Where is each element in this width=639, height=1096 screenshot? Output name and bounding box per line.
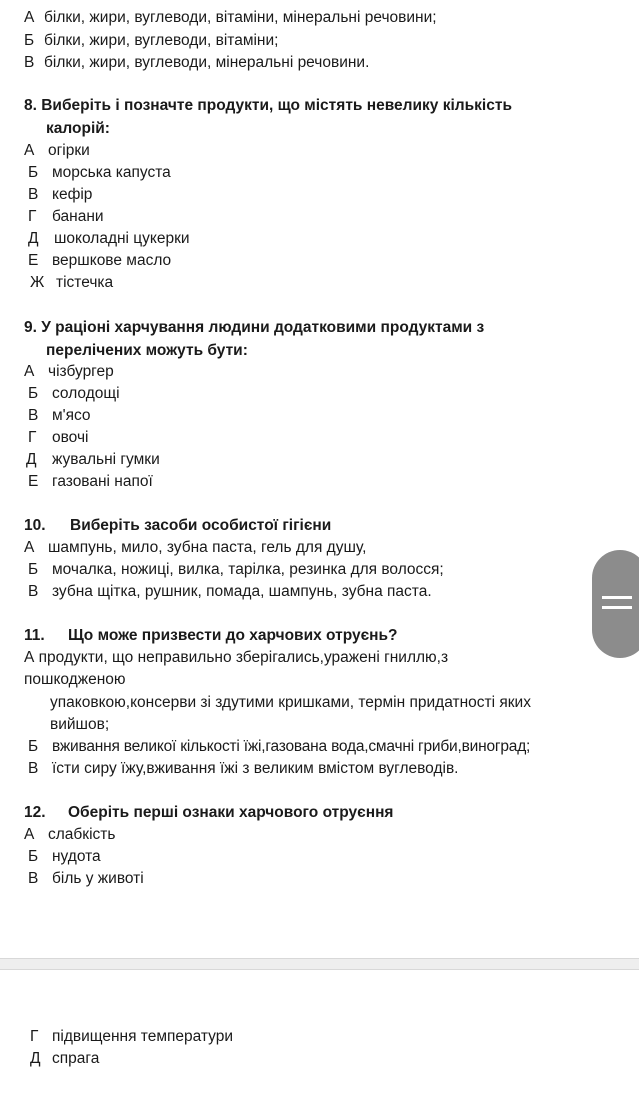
question-9-title-cont: перелічених можуть бути:: [46, 342, 248, 359]
list-item: Г банани: [28, 208, 104, 225]
list-item: Б білки, жири, вуглеводи, вітаміни;: [24, 32, 279, 49]
list-item: Б вживання великої кількості їжі,газована вода,смачні гриби,виноград;: [28, 738, 531, 755]
list-item: А огірки: [24, 142, 90, 159]
list-item: Г підвищення температури: [30, 1028, 234, 1045]
list-item: Г овочі: [28, 429, 89, 446]
list-item: Д спрага: [30, 1050, 100, 1067]
list-item: В білки, жири, вуглеводи, мінеральні речовини.: [24, 54, 370, 71]
drag-lines-icon: [602, 596, 632, 599]
drag-lines-icon: [602, 606, 632, 609]
question-8-title-cont: калорій:: [46, 120, 110, 137]
list-item: В зубна щітка, рушник, помада, шампунь, зубна паста.: [28, 583, 432, 600]
list-item: А чізбургер: [24, 363, 114, 380]
list-item: А шампунь, мило, зубна паста, гель для душу,: [24, 539, 367, 556]
question-11-title: 11. Що може призвести до харчових отруєнь?: [24, 627, 398, 644]
list-item: Б солодощі: [28, 385, 120, 402]
list-item: Д шоколадні цукерки: [28, 230, 190, 247]
list-item: Б морська капуста: [28, 164, 171, 181]
list-item: А білки, жири, вуглеводи, вітаміни, мінеральні речовини;: [24, 9, 437, 26]
list-item: А продукти, що неправильно зберігались,уражені гниллю,з: [24, 649, 449, 666]
list-item: Д жувальні гумки: [26, 451, 160, 468]
list-item: А слабкість: [24, 826, 116, 843]
list-item: В біль у животі: [28, 870, 144, 887]
list-item-cont: вийшов;: [50, 716, 110, 733]
list-item: Е вершкове масло: [28, 252, 172, 269]
list-item: Б нудота: [28, 848, 101, 865]
list-item: Б мочалка, ножиці, вилка, тарілка, резинка для волосся;: [28, 561, 444, 578]
list-item: Ж тістечка: [30, 274, 114, 291]
list-item: В м'ясо: [28, 407, 91, 424]
list-item-cont: упаковкою,консерви зі здутими кришками, термін придатності яких: [50, 694, 531, 711]
list-item: Е газовані напої: [28, 473, 153, 490]
list-item: В кефір: [28, 186, 93, 203]
scroll-handle[interactable]: [592, 550, 639, 658]
list-item-cont: пошкодженою: [24, 671, 126, 688]
page-break-divider: [0, 958, 639, 970]
question-10-title: 10. Виберіть засоби особистої гігієни: [24, 517, 332, 534]
list-item: В їсти сиру їжу,вживання їжі з великим вмістом вуглеводів.: [28, 760, 459, 777]
question-8-title: 8. Виберіть і позначте продукти, що містять невелику кількість: [24, 97, 512, 114]
question-9-title: 9. У раціоні харчування людини додатковими продуктами з: [24, 319, 485, 336]
question-12-title: 12. Оберіть перші ознаки харчового отруєння: [24, 804, 394, 821]
